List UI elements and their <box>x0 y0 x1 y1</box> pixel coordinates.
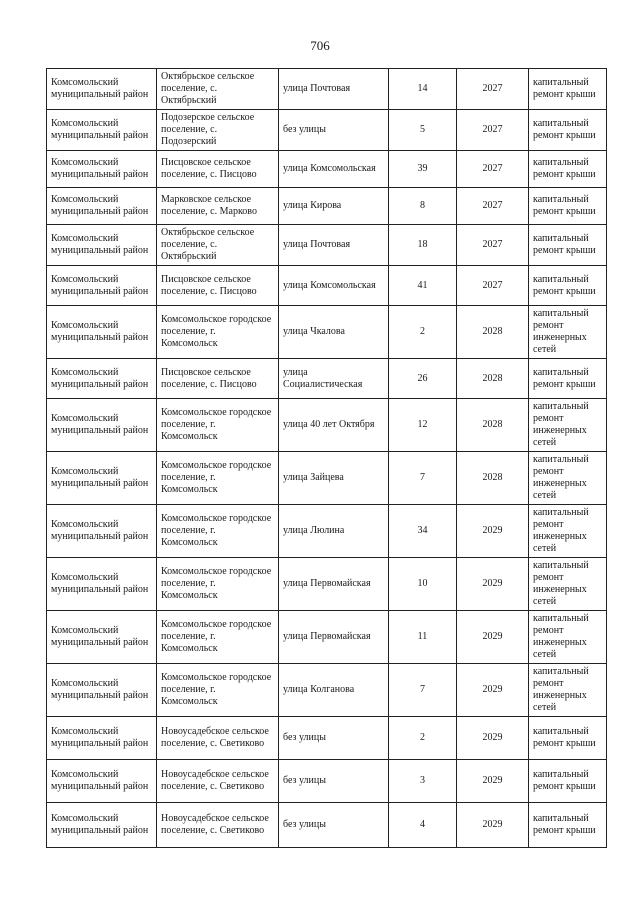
house-number-cell: 11 <box>389 611 457 664</box>
district-cell: Комсомольский муниципальный район <box>47 505 157 558</box>
year-cell: 2027 <box>457 225 529 266</box>
table-row <box>47 558 607 611</box>
settlement-cell: Новоусадебское сельское поселение, с. Светиково <box>157 717 279 760</box>
settlement-cell: Новоусадебское сельское поселение, с. Светиково <box>157 803 279 848</box>
settlement-cell: Марковское сельское поселение, с. Марково <box>157 188 279 225</box>
table-row <box>47 399 607 452</box>
house-number-cell: 18 <box>389 225 457 266</box>
work-type-cell: капитальный ремонт крыши <box>529 760 607 803</box>
district-cell: Комсомольский муниципальный район <box>47 664 157 717</box>
work-type-cell: капитальный ремонт инженерных сетей <box>529 611 607 664</box>
house-number-cell: 39 <box>389 151 457 188</box>
housing-repair-table <box>46 68 607 848</box>
table-row <box>47 505 607 558</box>
settlement-cell: Октябрьское сельское поселение, с. Октябрьский <box>157 225 279 266</box>
year-cell: 2029 <box>457 664 529 717</box>
work-type-cell: капитальный ремонт крыши <box>529 151 607 188</box>
district-cell: Комсомольский муниципальный район <box>47 760 157 803</box>
year-cell: 2027 <box>457 151 529 188</box>
district-cell: Комсомольский муниципальный район <box>47 266 157 306</box>
house-number-cell: 2 <box>389 717 457 760</box>
street-cell: улица Комсомольская <box>279 151 389 188</box>
table-row <box>47 225 607 266</box>
district-cell: Комсомольский муниципальный район <box>47 452 157 505</box>
year-cell: 2029 <box>457 803 529 848</box>
table-row <box>47 452 607 505</box>
settlement-cell: Писцовское сельское поселение, с. Писцово <box>157 359 279 399</box>
settlement-cell: Комсомольское городское поселение, г. Комсомольск <box>157 452 279 505</box>
table-row <box>47 188 607 225</box>
street-cell: улица Почтовая <box>279 225 389 266</box>
year-cell: 2029 <box>457 505 529 558</box>
house-number-cell: 4 <box>389 803 457 848</box>
street-cell: улица 40 лет Октября <box>279 399 389 452</box>
table-row <box>47 803 607 848</box>
district-cell: Комсомольский муниципальный район <box>47 803 157 848</box>
settlement-cell: Комсомольское городское поселение, г. Комсомольск <box>157 611 279 664</box>
street-cell: улица Зайцева <box>279 452 389 505</box>
table-row <box>47 760 607 803</box>
table-row <box>47 266 607 306</box>
settlement-cell: Октябрьское сельское поселение, с. Октябрьский <box>157 69 279 110</box>
settlement-cell: Подозерское сельское поселение, с. Подозерский <box>157 110 279 151</box>
street-cell: улица Чкалова <box>279 306 389 359</box>
house-number-cell: 12 <box>389 399 457 452</box>
work-type-cell: капитальный ремонт крыши <box>529 359 607 399</box>
house-number-cell: 10 <box>389 558 457 611</box>
year-cell: 2028 <box>457 452 529 505</box>
work-type-cell: капитальный ремонт крыши <box>529 803 607 848</box>
table-row <box>47 151 607 188</box>
district-cell: Комсомольский муниципальный район <box>47 717 157 760</box>
year-cell: 2028 <box>457 306 529 359</box>
work-type-cell: капитальный ремонт крыши <box>529 266 607 306</box>
street-cell: улица Первомайская <box>279 611 389 664</box>
year-cell: 2029 <box>457 717 529 760</box>
table-row <box>47 110 607 151</box>
house-number-cell: 14 <box>389 69 457 110</box>
street-cell: без улицы <box>279 717 389 760</box>
table-row <box>47 664 607 717</box>
house-number-cell: 26 <box>389 359 457 399</box>
settlement-cell: Писцовское сельское поселение, с. Писцово <box>157 151 279 188</box>
street-cell: без улицы <box>279 110 389 151</box>
house-number-cell: 41 <box>389 266 457 306</box>
work-type-cell: капитальный ремонт крыши <box>529 110 607 151</box>
district-cell: Комсомольский муниципальный район <box>47 69 157 110</box>
table-row <box>47 717 607 760</box>
work-type-cell: капитальный ремонт инженерных сетей <box>529 306 607 359</box>
street-cell: улица Первомайская <box>279 558 389 611</box>
work-type-cell: капитальный ремонт крыши <box>529 225 607 266</box>
work-type-cell: капитальный ремонт крыши <box>529 69 607 110</box>
street-cell: без улицы <box>279 803 389 848</box>
district-cell: Комсомольский муниципальный район <box>47 110 157 151</box>
year-cell: 2029 <box>457 611 529 664</box>
settlement-cell: Комсомольское городское поселение, г. Комсомольск <box>157 505 279 558</box>
house-number-cell: 5 <box>389 110 457 151</box>
house-number-cell: 8 <box>389 188 457 225</box>
settlement-cell: Комсомольское городское поселение, г. Комсомольск <box>157 664 279 717</box>
district-cell: Комсомольский муниципальный район <box>47 151 157 188</box>
year-cell: 2027 <box>457 266 529 306</box>
work-type-cell: капитальный ремонт инженерных сетей <box>529 505 607 558</box>
street-cell: улица Комсомольская <box>279 266 389 306</box>
street-cell: улица Кирова <box>279 188 389 225</box>
street-cell: улица Социалистическая <box>279 359 389 399</box>
street-cell: улица Колганова <box>279 664 389 717</box>
year-cell: 2029 <box>457 760 529 803</box>
year-cell: 2027 <box>457 110 529 151</box>
table-row <box>47 359 607 399</box>
work-type-cell: капитальный ремонт инженерных сетей <box>529 452 607 505</box>
district-cell: Комсомольский муниципальный район <box>47 558 157 611</box>
house-number-cell: 2 <box>389 306 457 359</box>
settlement-cell: Комсомольское городское поселение, г. Комсомольск <box>157 306 279 359</box>
street-cell: улица Люлина <box>279 505 389 558</box>
district-cell: Комсомольский муниципальный район <box>47 611 157 664</box>
work-type-cell: капитальный ремонт крыши <box>529 188 607 225</box>
house-number-cell: 7 <box>389 452 457 505</box>
year-cell: 2028 <box>457 399 529 452</box>
district-cell: Комсомольский муниципальный район <box>47 188 157 225</box>
district-cell: Комсомольский муниципальный район <box>47 306 157 359</box>
district-cell: Комсомольский муниципальный район <box>47 359 157 399</box>
table-row <box>47 611 607 664</box>
house-number-cell: 7 <box>389 664 457 717</box>
settlement-cell: Комсомольское городское поселение, г. Комсомольск <box>157 399 279 452</box>
work-type-cell: капитальный ремонт крыши <box>529 717 607 760</box>
page-number: 706 <box>310 38 330 53</box>
table-row <box>47 306 607 359</box>
table-row <box>47 69 607 110</box>
settlement-cell: Писцовское сельское поселение, с. Писцово <box>157 266 279 306</box>
settlement-cell: Комсомольское городское поселение, г. Комсомольск <box>157 558 279 611</box>
house-number-cell: 3 <box>389 760 457 803</box>
street-cell: без улицы <box>279 760 389 803</box>
year-cell: 2027 <box>457 188 529 225</box>
street-cell: улица Почтовая <box>279 69 389 110</box>
district-cell: Комсомольский муниципальный район <box>47 225 157 266</box>
settlement-cell: Новоусадебское сельское поселение, с. Светиково <box>157 760 279 803</box>
year-cell: 2028 <box>457 359 529 399</box>
district-cell: Комсомольский муниципальный район <box>47 399 157 452</box>
work-type-cell: капитальный ремонт инженерных сетей <box>529 664 607 717</box>
house-number-cell: 34 <box>389 505 457 558</box>
work-type-cell: капитальный ремонт инженерных сетей <box>529 399 607 452</box>
year-cell: 2029 <box>457 558 529 611</box>
year-cell: 2027 <box>457 69 529 110</box>
work-type-cell: капитальный ремонт инженерных сетей <box>529 558 607 611</box>
